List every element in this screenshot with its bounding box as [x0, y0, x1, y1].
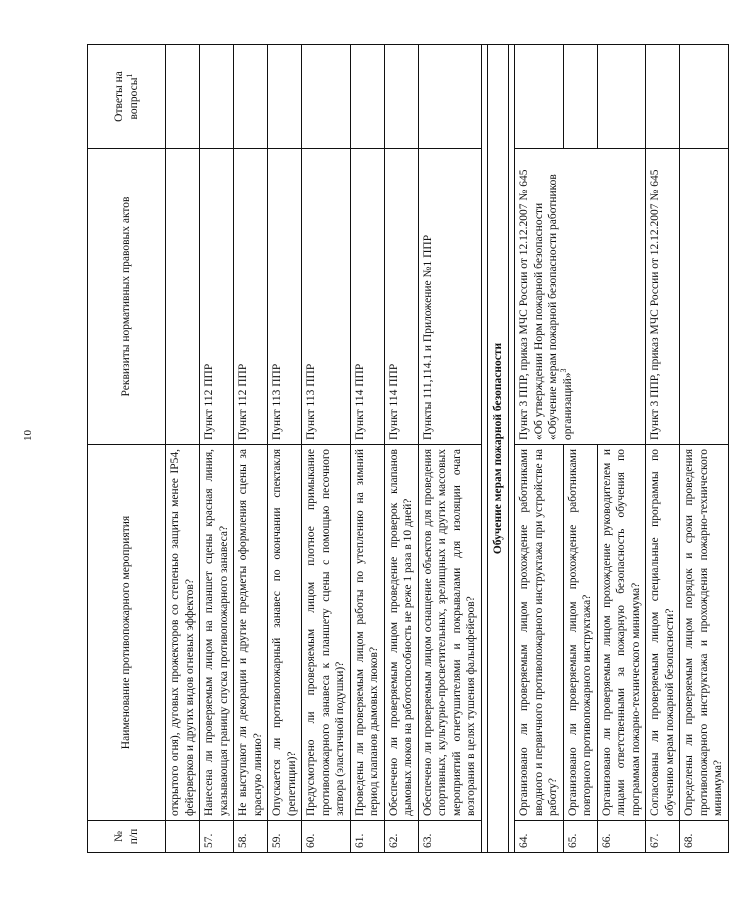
cell-name: Нанесена ли проверяемым лицом на планшет сцены красная линия, указывающая границу спуска противопожарного занавеса? — [200, 445, 234, 821]
section-title: Обучение мерам пожарной безопасности — [487, 45, 509, 853]
cell-ref: Пункт 114 ППР — [350, 149, 384, 445]
cell-num: 58. — [234, 821, 268, 853]
header-answer: Ответы на вопросы$^1$ — [88, 45, 166, 149]
cell-name: Не выступают ли декорации и другие предметы оформления сцены за красную линию? — [234, 445, 268, 821]
header-ref: Реквизиты нормативных правовых актов — [88, 149, 166, 445]
cell-ref: Пункт 112 ППР — [200, 149, 234, 445]
cell-ref-merged-text: Пункт 3 ППР, приказ МЧС России от 12.12.2007 № 645 «Об утверждении Норм пожарной безопасности «Обучение мерам пожарной безопасности работников организаций» — [518, 169, 574, 440]
cell-num: 66. — [597, 821, 646, 853]
table-row — [350, 45, 384, 853]
cell-ref-merged-footnote: 3 — [558, 368, 568, 373]
cell-answer — [384, 45, 418, 149]
cell-ref: Пункт 113 ППР — [268, 149, 302, 445]
table-row — [234, 45, 268, 853]
table-body-part-b — [515, 45, 729, 853]
table-row-continuation — [166, 45, 200, 853]
cell-answer — [680, 45, 729, 149]
cell-num: 60. — [302, 821, 351, 853]
cell-num: 57. — [200, 821, 234, 853]
header-name: Наименование противопожарного мероприятия — [88, 445, 166, 821]
cell-ref-merged — [515, 149, 646, 445]
cell-answer — [350, 45, 384, 149]
section-row — [487, 45, 509, 853]
table-row — [200, 45, 234, 853]
cell-ref — [680, 149, 729, 445]
cell-name: открытого огня), дуговых прожекторов со степенью защиты менее IP54, фейерверков и других видов огневых эффектов? — [166, 445, 200, 821]
cell-num: 65. — [563, 821, 597, 853]
cell-name: Проведены ли проверяемым лицом работы по утеплению на зимний период клапанов дымовых люков? — [350, 445, 384, 821]
cell-answer — [418, 45, 481, 149]
cell-num — [166, 821, 200, 853]
cell-name: Обеспечено ли проверяемым лицом проведение проверок клапанов дымовых люков на работоспособность не реже 1 раза в 10 дней? — [384, 445, 418, 821]
cell-name: Предусмотрено ли проверяемым лицом плотное примыкание противопожарного занавеса к планшету сцены с помощью песочного затвора (эластичной подушки)? — [302, 445, 351, 821]
cell-num: 62. — [384, 821, 418, 853]
table-row — [646, 45, 680, 853]
cell-name: Организовано ли проверяемым лицом прохождение работниками повторного противопожарного инструктажа? — [563, 445, 597, 821]
cell-answer — [646, 45, 680, 149]
table-section — [481, 45, 515, 853]
cell-num: 64. — [515, 821, 564, 853]
checklist-table — [87, 44, 729, 853]
table-row — [680, 45, 729, 853]
cell-ref: Пункт 112 ППР — [234, 149, 268, 445]
cell-answer — [234, 45, 268, 149]
cell-num: 59. — [268, 821, 302, 853]
cell-answer — [597, 45, 646, 149]
cell-answer — [268, 45, 302, 149]
page-number: 10 — [22, 430, 34, 441]
cell-ref: Пункт 3 ППР, приказ МЧС России от 12.12.2007 № 645 — [646, 149, 680, 445]
cell-ref: Пункт 113 ППР — [302, 149, 351, 445]
cell-num: 61. — [350, 821, 384, 853]
cell-name: Определены ли проверяемым лицом порядок и сроки проведения противопожарного инструктажа и прохождения пожарно-технического минимума? — [680, 445, 729, 821]
table-body-part-a — [166, 45, 482, 853]
header-num: № п/п — [88, 821, 166, 853]
table-row — [418, 45, 481, 853]
checklist-sheet — [87, 45, 724, 853]
cell-answer — [166, 45, 200, 149]
cell-num: 68. — [680, 821, 729, 853]
cell-answer — [515, 45, 564, 149]
cell-num: 67. — [646, 821, 680, 853]
cell-name: Опускается ли противопожарный занавес по окончании спектакля (репетиции)? — [268, 445, 302, 821]
cell-answer — [563, 45, 597, 149]
cell-name: Организовано ли проверяемым лицом прохождение работниками вводного и первичного противопожарного инструктажа при устройстве на работу? — [515, 445, 564, 821]
cell-name: Организовано ли проверяемым лицом прохождение руководителем и лицами ответственными за пожарную безопасность обучения по программам пожарно-технического минимума? — [597, 445, 646, 821]
table-row — [515, 45, 564, 853]
cell-answer — [200, 45, 234, 149]
cell-name: Обеспечено ли проверяемым лицом оснащение объектов для проведения спортивных, культурно-просветительных, зрелищных и других массовых мероприятий огнетушителями и покрывалами для изоляции очага возгорания в целях тушения фальшфейеров? — [418, 445, 481, 821]
cell-num: 63. — [418, 821, 481, 853]
cell-ref: Пункты 111,114.1 и Приложение №1 ППР — [418, 149, 481, 445]
cell-ref: Пункт 114 ППР — [384, 149, 418, 445]
cell-ref — [166, 149, 200, 445]
table-row — [384, 45, 418, 853]
table-row — [268, 45, 302, 853]
cell-answer — [302, 45, 351, 149]
table-header-row — [88, 45, 166, 853]
cell-name: Согласованы ли проверяемым лицом специальные программы по обучению мерам пожарной безопасности? — [646, 445, 680, 821]
table-row — [302, 45, 351, 853]
